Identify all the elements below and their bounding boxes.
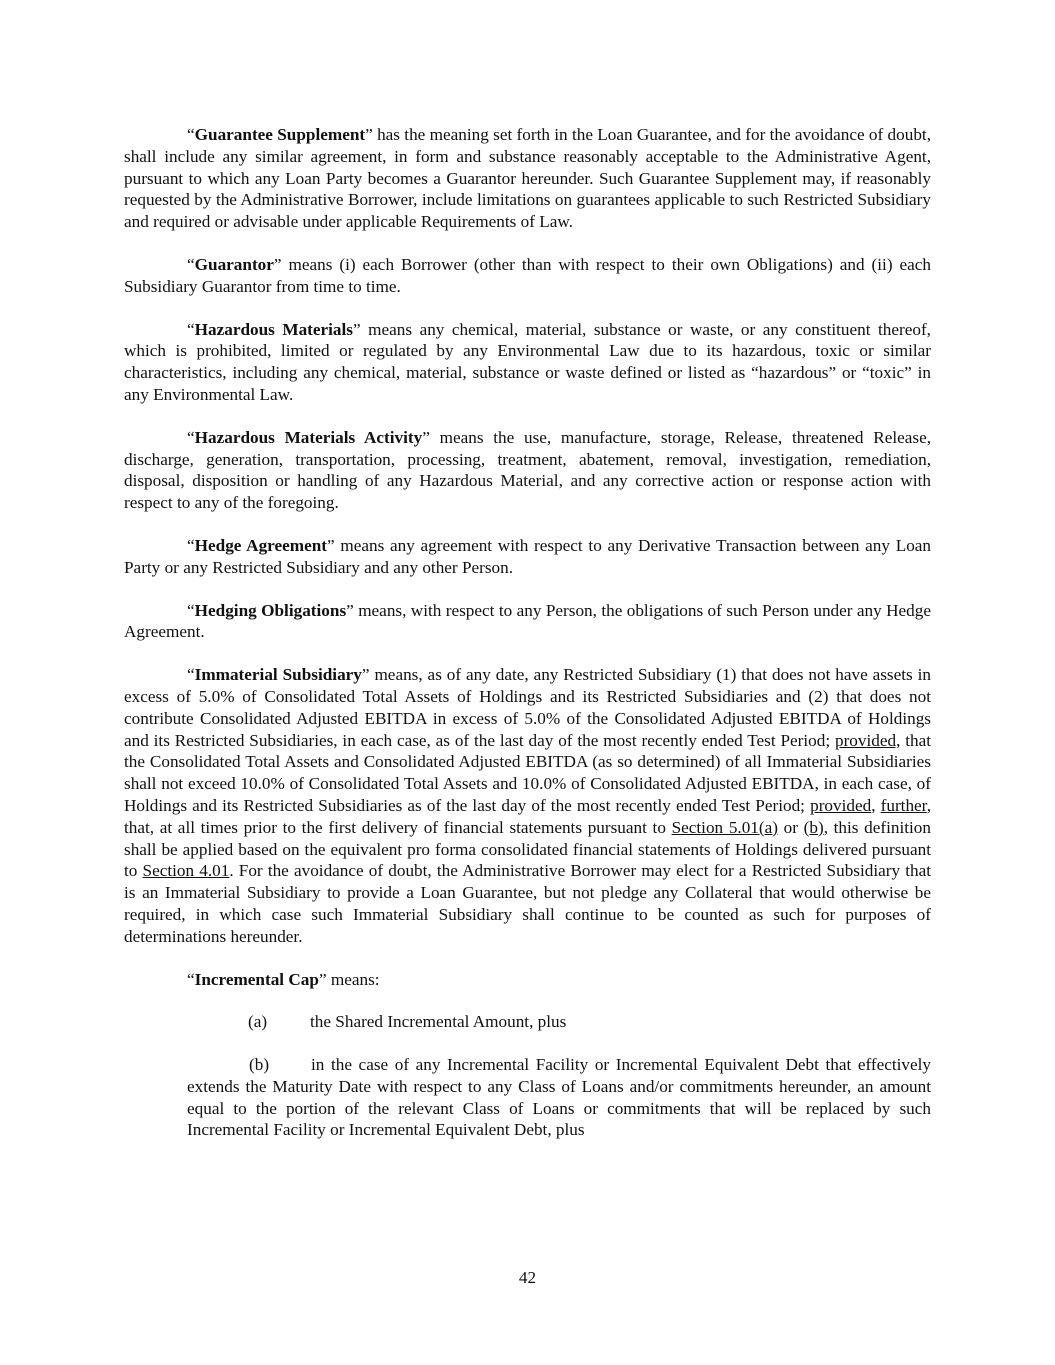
- clause-a: [248, 1011, 931, 1033]
- defined-term: Hazardous Materials: [194, 319, 353, 339]
- definition-hedge-agreement: “Hedge Agreement” means any agreement with respect to any Derivative Transaction between any Loan Party or any Restricted Subsidiary and any other Person.: [124, 535, 932, 577]
- clause-text: the Shared Incremental Amount, plus: [310, 1012, 567, 1032]
- definition-guarantee-supplement: “Guarantee Supplement” has the meaning set forth in the Loan Guarantee, and for the avoidance of doubt, shall include any similar agreement, in form and substance reasonably acceptable to the Administrative Agent, pursuant to which any Loan Party becomes a Guarantor hereunder. Such Guarantee Supplement may, if reasonably requested by the Administrative Borrower, include limitations on guarantees applicable to such Restricted Subsidiary and required or advisable under applicable Requirements of Law.: [124, 125, 931, 232]
- definition-hazardous-materials: “Hazardous Materials” means any chemical, material, substance or waste, or any constituent thereof, which is prohibited, limited or regulated by any Environmental Law due to its hazardous, toxic or similar characteristics, including any chemical, material, substance or waste defined or listed as “hazardous” or “toxic” in any Environmental Law.: [124, 319, 931, 404]
- definition-guarantor: “Guarantor” means (i) each Borrower (other than with respect to their own Obligations) and (ii) each Subsidiary Guarantor from time to time.: [124, 254, 931, 296]
- definition-hazardous-materials-activity: “Hazardous Materials Activity” means the use, manufacture, storage, Release, threatened Release, discharge, generation, transportation, processing, treatment, abatement, removal, investigation, remediation, disposal, disposition or handling of any Hazardous Material, and any corrective action or response action with respect to any of the foregoing.: [124, 427, 932, 513]
- defined-term: Guarantor: [194, 254, 274, 274]
- provided-keyword: provided: [810, 795, 872, 815]
- definition-text: has the meaning set forth in the Loan Guarantee, and for the avoidance of doubt, shall include any similar agreement, in form and substance reasonably acceptable to the Administrative Agent, pursuant to which any Loan Party becomes a Guarantor hereunder. Such Guarantee Supplement may, if reasonably requested by the Administrative Borrower, include limitations on guarantees applicable to such Restricted Subsidiary and required or advisable under applicable Requirements of Law.: [124, 125, 931, 232]
- definition-immaterial-subsidiary: “Immaterial Subsidiary” means, as of any date, any Restricted Subsidiary (1) that does not have assets in excess of 5.0% of Consolidated Total Assets of Holdings and its Restricted Subsidiaries and (2) that does not contribute Consolidated Adjusted EBITDA in excess of 5.0% of the Consolidated Adjusted EBITDA of Holdings and its Restricted Subsidiaries, in each case, as of the last day of the most recently ended Test Period; provided, that the Consolidated Total Assets and Consolidated Adjusted EBITDA (as so determined) of all Immaterial Subsidiaries shall not exceed 10.0% of Consolidated Total Assets and 10.0% of Consolidated Adjusted EBITDA, in each case, of Holdings and its Restricted Subsidiaries as of the last day of the most recently ended Test Period; provided, further, that, at all times prior to the first delivery of financial statements pursuant to Section 5.01(a) or (b), this definition shall be applied based on the equivalent pro forma consolidated financial statements of Holdings delivered pursuant to Section 4.01. For the avoidance of doubt, the Administrative Borrower may elect for a Restricted Subsidiary that is an Immaterial Subsidiary to provide a Loan Guarantee, but not pledge any Collateral that would otherwise be required, in which case such Immaterial Subsidiary shall continue to be counted as such for purposes of determinations hereunder.: [124, 665, 931, 946]
- definition-hedging-obligations: “Hedging Obligations” means, with respect to any Person, the obligations of such Person under any Hedge Agreement.: [124, 600, 931, 642]
- defined-term: Hedging Obligations: [194, 600, 347, 620]
- defined-term: Hazardous Materials Activity: [194, 427, 423, 447]
- clause-label: (a): [248, 1012, 268, 1032]
- page-number: 42: [518, 1268, 537, 1287]
- section-reference-4-01: Section 4.01: [142, 861, 230, 881]
- defined-term: Hedge Agreement: [194, 535, 327, 555]
- definition-incremental-cap: “Incremental Cap” means:: [187, 969, 380, 989]
- clause-text: in the case of any Incremental Facility or Incremental Equivalent Debt that effectively extends the Maturity Date with respect to any Class of Loans and/or commitments hereunder, an amount equal to the portion of the relevant Class of Loans or commitments that will be replaced by such Incremental Facility or Incremental Equivalent Debt, plus: [187, 1055, 931, 1140]
- section-reference-5-01-a: Section 5.01(a): [671, 817, 778, 837]
- provided-keyword: provided,: [834, 730, 901, 750]
- section-reference-b: (b): [803, 817, 824, 837]
- clause-b: [187, 1054, 931, 1141]
- definition-text: means (i) each Borrower (other than with respect to their own Obligations) and (ii) each Subsidiary Guarantor from time to time.: [124, 254, 931, 296]
- definition-text: means any chemical, material, substance or waste, or any constituent thereof, which is prohibited, limited or regulated by any Environmental Law due to its hazardous, toxic or similar characteristics, including any chemical, material, substance or waste defined or listed as “hazardous” or “toxic” in any Environmental Law.: [124, 319, 931, 404]
- document-page: [124, 124, 931, 1162]
- definition-text: means:: [326, 969, 380, 989]
- clause-label: (b): [249, 1055, 270, 1075]
- defined-term: Incremental Cap: [194, 969, 319, 989]
- defined-term: Guarantee Supplement: [194, 125, 366, 144]
- definition-text: means any agreement with respect to any Derivative Transaction between any Loan Party or any Restricted Subsidiary and any other Person.: [124, 535, 932, 577]
- further-keyword: further: [880, 795, 927, 815]
- definition-text: means the use, manufacture, storage, Release, threatened Release, discharge, generation, transportation, processing, treatment, abatement, removal, investigation, remediation, disposal, disposition or handling of any Hazardous Material, and any corrective action or response action with respect to any of the foregoing.: [124, 427, 932, 513]
- defined-term: Immaterial Subsidiary: [194, 665, 362, 685]
- definition-text: means, with respect to any Person, the obligations of such Person under any Hedge Agreement.: [124, 600, 931, 642]
